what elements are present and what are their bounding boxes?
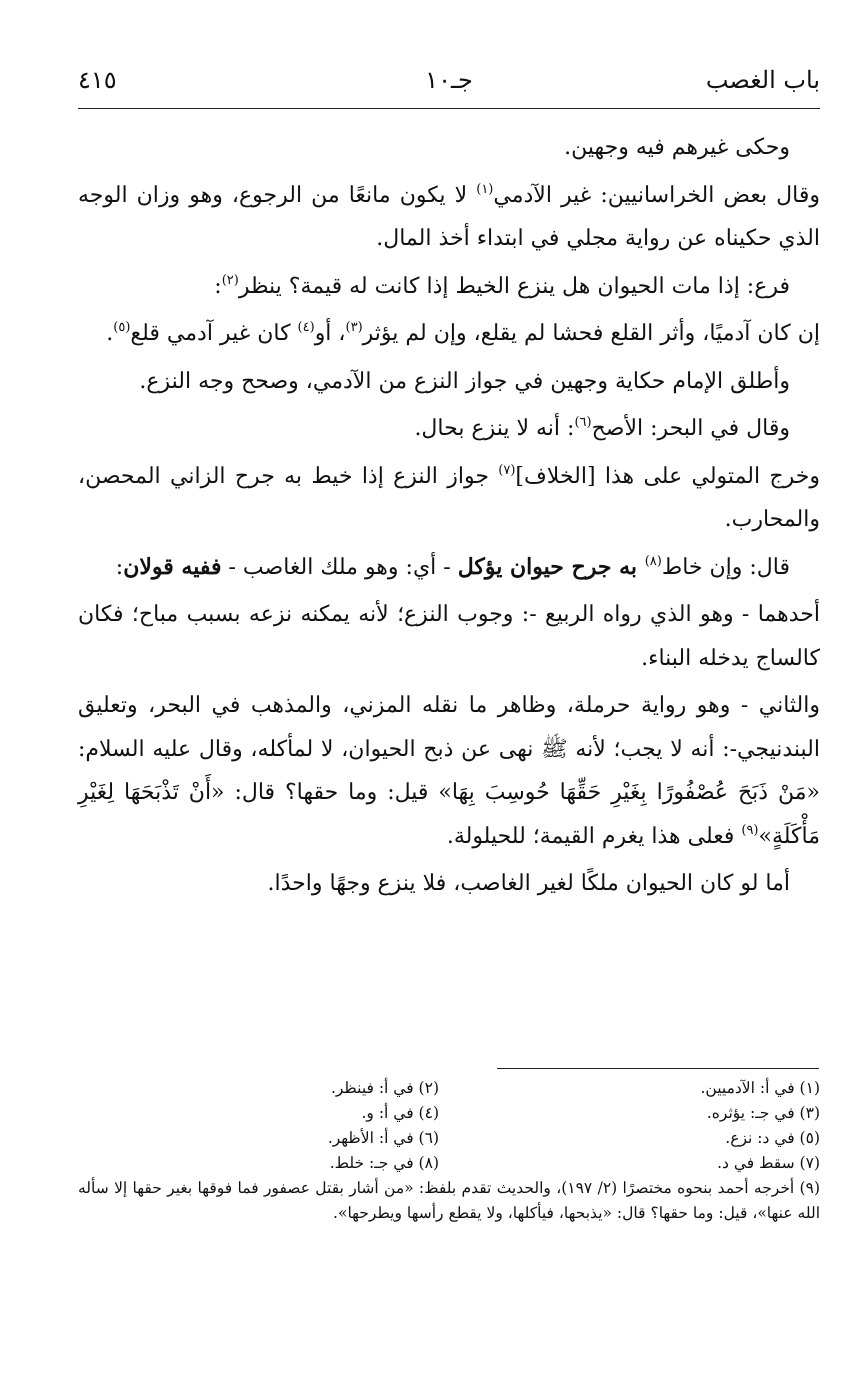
footnote-grid bbox=[78, 1076, 820, 1176]
paragraph-text: قال: وإن خاط bbox=[661, 554, 790, 580]
paragraph-text: وخرج المتولي على هذا [الخلاف] bbox=[515, 463, 820, 489]
paragraph-text: وحكى غيرهم فيه وجهين. bbox=[564, 135, 790, 160]
paragraph bbox=[78, 126, 820, 170]
paragraph-text: . bbox=[106, 321, 114, 346]
footnote: (٩) أخرجه أحمد بنحوه مختصرًا (٢/ ١٩٧)، والحديث تقدم بلفظ: «من أشار بقتل عصفور فما فوقها بغير حقها إلا سأله الله عنها»، قيل: وما حقها؟ قال: «يذبحها، فيأكلها، ولا يقطع رأسها ويطرحها». bbox=[78, 1179, 820, 1222]
footnote: (١) في أ: الآدميين. bbox=[700, 1079, 820, 1097]
main-text bbox=[78, 126, 820, 910]
footnote-divider bbox=[497, 1068, 819, 1069]
footnote: (٣) في جـ: يؤثره. bbox=[706, 1104, 820, 1122]
footnote-ref[interactable]: (٤) bbox=[297, 320, 315, 335]
footnote-ref[interactable]: (٢) bbox=[221, 272, 239, 288]
footnote: (٢) في أ: فينظر. bbox=[330, 1079, 439, 1097]
paragraph-text: ، أو bbox=[314, 321, 346, 346]
paragraph bbox=[78, 174, 820, 261]
paragraph-text: وأطلق الإمام حكاية وجهين في جواز النزع من الآدمي، وصحح وجه النزع. bbox=[139, 368, 790, 394]
paragraph-text: : bbox=[214, 273, 222, 299]
paragraph-text: أما لو كان الحيوان ملكًا لغير الغاصب، فلا ينزع وجهًا واحدًا. bbox=[267, 871, 790, 896]
page-header bbox=[78, 62, 820, 102]
paragraph bbox=[78, 593, 820, 680]
matn-text: ففيه قولان bbox=[123, 553, 222, 580]
paragraph-text: لا يكون مانعًا من الرجوع، وهو وزان الوجه الذي حكيناه عن رواية مجلي في ابتداء أخذ المال. bbox=[78, 182, 820, 251]
paragraph-text: : أنه لا ينزع بحال. bbox=[414, 416, 575, 441]
paragraph-text: فعلى هذا يغرم القيمة؛ للحيلولة. bbox=[446, 823, 742, 849]
footnotes bbox=[78, 1076, 820, 1226]
footnote-ref[interactable]: (٧) bbox=[498, 462, 516, 478]
matn-text: به جرح حيوان يؤكل bbox=[457, 553, 645, 580]
paragraph bbox=[78, 546, 820, 590]
footnote-ref[interactable]: (١) bbox=[476, 181, 494, 197]
paragraph bbox=[78, 312, 820, 356]
header-divider bbox=[78, 108, 820, 109]
paragraph-text: وقال في البحر: الأصح bbox=[591, 416, 790, 441]
page-number: ٤١٥ bbox=[78, 66, 117, 94]
footnote: (٧) سقط في د. bbox=[717, 1154, 820, 1172]
footnote-ref[interactable]: (٦) bbox=[574, 415, 592, 430]
paragraph-text: جواز النزع إذا خيط به جرح الزاني المحصن، والمحارب. bbox=[78, 463, 820, 532]
footnote-ref[interactable]: (٣) bbox=[345, 320, 363, 335]
volume-label: جـ١٠ bbox=[425, 66, 473, 94]
footnote-ref[interactable]: (٩) bbox=[741, 822, 759, 838]
footnote: (٦) في أ: الأظهر. bbox=[327, 1129, 439, 1147]
paragraph-text: كان غير آدمي قلع bbox=[130, 321, 298, 346]
paragraph-text: - أي: وهو ملك الغاصب - bbox=[221, 554, 458, 580]
paragraph bbox=[78, 684, 820, 858]
paragraph-text: والثاني - وهو رواية حرملة، وظاهر ما نقله المزني، والمذهب في البحر، وتعليق البندنيجي-: أنه لا يجب؛ لأنه ﷺ نهى عن ذبح الحيوان، لا لمأكله، وقال عليه السلام: «مَنْ ذَبَحَ عُصْفُورًا بِغَيْرِ حَقِّهَا حُوسِبَ بِهَا» قيل: وما حقها؟ قال: «أَنْ تَذْبَحَهَا لِغَيْرِ مَأْكَلَةٍ» bbox=[78, 693, 820, 849]
footnote-ref[interactable]: (٨) bbox=[644, 553, 662, 569]
paragraph bbox=[78, 862, 820, 906]
footnote-ref[interactable]: (٥) bbox=[113, 320, 131, 335]
paragraph-text: أحدهما - وهو الذي رواه الربيع -: وجوب النزع؛ لأنه يمكنه نزعه بسبب مباح؛ فكان كالساج يدخله البناء. bbox=[78, 602, 820, 671]
footnote: (٤) في أ: و. bbox=[361, 1104, 439, 1122]
paragraph bbox=[78, 455, 820, 542]
paragraph-text: وقال بعض الخراسانيين: غير الآدمي bbox=[493, 182, 821, 208]
paragraph-text: : bbox=[115, 554, 124, 580]
paragraph bbox=[78, 265, 820, 309]
paragraph-text: فرع: إذا مات الحيوان هل ينزع الخيط إذا كانت له قيمة؟ ينظر bbox=[238, 273, 790, 299]
footnote: (٥) في د: نزع. bbox=[725, 1129, 820, 1147]
paragraph-text: إن كان آدميًا، وأثر القلع فحشا لم يقلع، وإن لم يؤثر bbox=[362, 321, 820, 346]
footnote: (٨) في جـ: خلط. bbox=[329, 1154, 439, 1172]
paragraph bbox=[78, 360, 820, 404]
chapter-title: باب الغصب bbox=[705, 66, 820, 94]
paragraph bbox=[78, 407, 820, 451]
